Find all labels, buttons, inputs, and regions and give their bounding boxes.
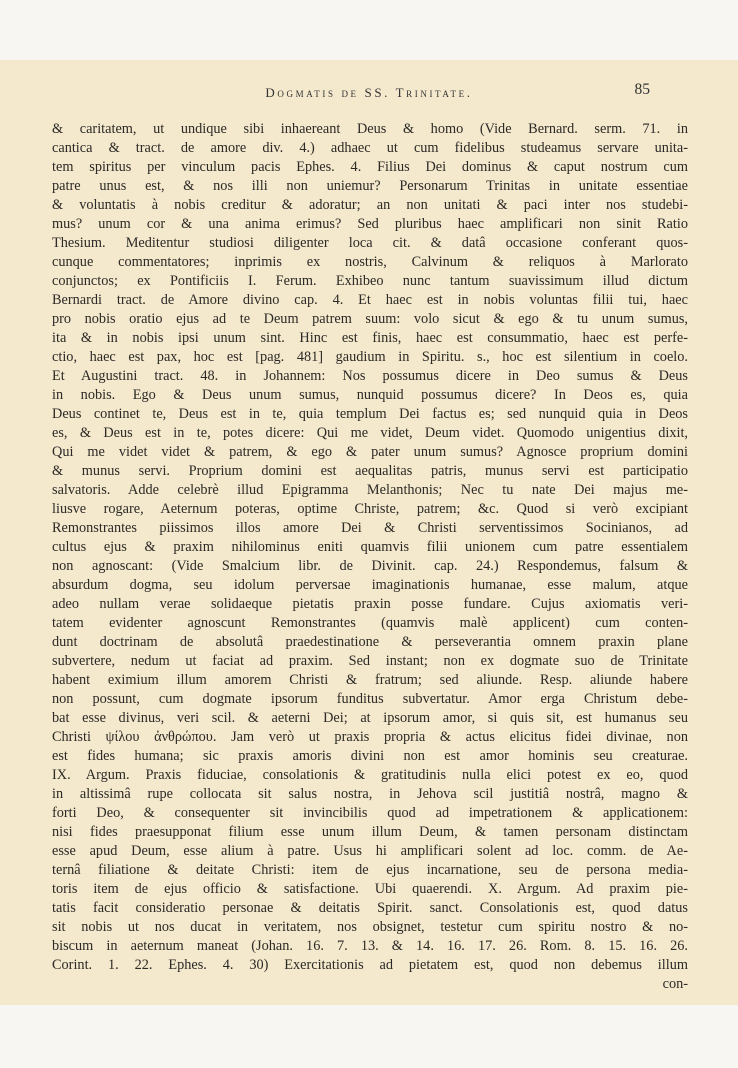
text-line: Qui me videt videt & patrem, & ego & pater unum sumus? Agnosce proprium domini [52,444,688,460]
text-line: forti Deo, & consequenter sit invincibilis quod ad impetrationem & applicationem: [52,805,688,821]
text-line: cunque commentatores; inprimis ex nostris, Calvinum & reliquos à Marlorato [52,254,688,270]
text-line: & munus servi. Proprium domini est aequalitas patris, munus servi est participatio [52,463,688,479]
text-line: absurdum dogma, seu idolum perversae imaginationis humanae, esse malum, atque [52,577,688,593]
text-line: tatis facit consideratio personae & deitatis Spirit. sanct. Consolationis est, quod datus [52,900,688,916]
text-line: ctio, haec est pax, hoc est [pag. 481] gaudium in Spiritu. s., hoc est silentium in coelo. [52,349,688,365]
text-line: & voluntatis à nobis creditur & adoratur; an non unitati & paci inter nos studebi- [52,197,688,213]
text-line: Corint. 1. 22. Ephes. 4. 30) Exercitationis ad pietatem est, quod non debemus illum [52,957,688,973]
text-line: nisi fides praesupponat filium esse unum illum Deum, & tamen personam distinctam [52,824,688,840]
text-line: in altissimâ rupe collocata sit salus nostra, in Jehova scil justitiâ nostrâ, magno & [52,786,688,802]
book-page [0,60,738,1005]
text-line: Et Augustini tract. 48. in Johannem: Nos possumus dicere in Deo sumus & Deus [52,368,688,384]
text-line: Christi ψίλου ἀνθρώπου. Jam verò ut praxis propria & actus elicitus fidei divinae, non [52,729,688,745]
text-line: tem spiritus per vinculum pacis Ephes. 4. Filius Dei dominus & caput nostrum cum [52,159,688,175]
text-line: Thesium. Meditentur studiosi diligenter loca cit. & datâ occasione conferant quos- [52,235,688,251]
body-text [52,120,688,994]
text-line: esse apud Deum, esse alium à patre. Usus hi amplificari solent ad loc. comm. de Ae- [52,843,688,859]
text-line: ita & in nobis ipsi unum sint. Hinc est finis, haec est consummatio, haec est perfe- [52,330,688,346]
text-line: patre unus est, & nos illi non uniemur? Personarum Trinitas in unitate essentiae [52,178,688,194]
page-header [0,81,738,105]
text-line: IX. Argum. Praxis fiduciae, consolationis & gratitudinis nulla elici potest ex eo, quod [52,767,688,783]
text-line: Bernardi tract. de Amore divino cap. 4. Et haec est in nobis voluntas filii tui, haec [52,292,688,308]
text-line: sit nobis ut nos ducat in veritatem, nos obsignet, testetur cum spiritu nostro & no- [52,919,688,935]
text-line: ternâ filiatione & deitate Christi: item de ejus incarnatione, seu de persona media- [52,862,688,878]
text-line: Deus continet te, Deus est in te, quia templum Dei factus es; sed nunquid quia in Deos [52,406,688,422]
text-line: toris item de ejus officio & satisfactione. Ubi quaerendi. X. Argum. Ad praxim pie- [52,881,688,897]
text-line: con- [662,976,688,992]
text-line: bat esse divinus, veri scil. & aeterni Dei; at ipsorum amor, si quis sit, est humanus seu [52,710,688,726]
text-line: conjunctos; ex Pontificiis I. Ferum. Exhibeo nunc tantum suavissimum illud dictum [52,273,688,289]
text-line: & caritatem, ut undique sibi inhaereant Deus & homo (Vide Bernard. serm. 71. in [52,121,688,137]
running-title: Dogmatis de SS. Trinitate. [265,85,473,100]
text-line: cantica & tract. de amore div. 4.) adhaec ut cum fidelibus studeamus servare unita- [52,140,688,156]
text-line: est fides humana; sic praxis amoris divini non est amor hominis seu creaturae. [52,748,688,764]
text-line: Remonstrantes piissimos illos amore Dei & Christi serventissimos Socinianos, ad [52,520,688,536]
text-line: in nobis. Ego & Deus unum sumus, nunquid possumus dicere? In Deos es, quia [52,387,688,403]
text-line: pro nobis oratio ejus ad te Deum patrem suum: volo sicut & ego & tu unum sumus, [52,311,688,327]
text-line: cultus ejus & praxim nihilominus eniti quamvis filii unionem cum patre essentialem [52,539,688,555]
text-line: non agnoscant: (Vide Smalcium libr. de Divinit. cap. 24.) Respondemus, falsum & [52,558,688,574]
text-line: non possunt, cum dogmate ipsorum funditus subvertatur. Amor erga Christum debe- [52,691,688,707]
text-line: salvatoris. Adde celebrè illud Epigramma Melanthonis; Nec tu nate Dei majus me- [52,482,688,498]
text-line: liusve rogare, Aeternum poteras, optime Christe, patrem; &c. Quod si verò excipiant [52,501,688,517]
page-number: 85 [634,81,650,98]
text-line: adeo nullam verae solidaeque pietatis praxin posse fundare. Cujus axiomatis veri- [52,596,688,612]
text-line: es, & Deus est in te, potes dicere: Qui me videt, Deum videt. Quomodo unigentius dixit, [52,425,688,441]
text-line: dunt doctrinam de absolutâ praedestinatione & perseverantia omnem praxin plane [52,634,688,650]
text-line: habent eximium illum amorem Christi & fratrum; sed aliunde. Resp. aliunde habere [52,672,688,688]
text-line: subvertere, nedum ut faciat ad praxim. Sed instant; non ex dogmate suo de Trinitate [52,653,688,669]
text-line: biscum in aeternum maneat (Johan. 16. 7. 13. & 14. 16. 17. 26. Rom. 8. 15. 16. 26. [52,938,688,954]
text-line: mus? unum cor & una anima erimus? Sed pluribus haec amplificari non sinit Ratio [52,216,688,232]
text-line: tatem evidenter agnoscunt Remonstrantes (quamvis malè applicent) cum conten- [52,615,688,631]
